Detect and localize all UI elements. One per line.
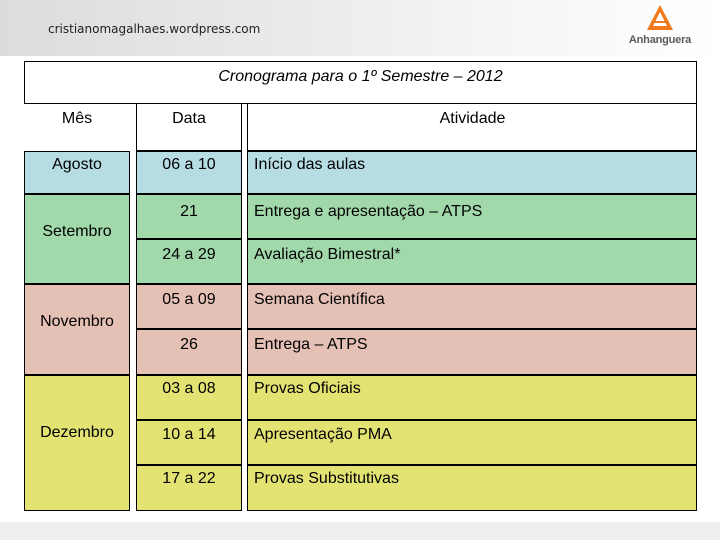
- date-cell: [136, 465, 242, 511]
- activity-text: Entrega – ATPS: [254, 336, 368, 353]
- month-cell-setembro: [24, 194, 130, 284]
- date-text: 21: [180, 203, 198, 220]
- date-text: 24 a 29: [162, 246, 216, 263]
- activity-text: Provas Substitutivas: [254, 470, 399, 487]
- activity-cell: [247, 194, 697, 239]
- date-cell: [136, 420, 242, 465]
- date-text: 03 a 08: [162, 380, 216, 397]
- anhanguera-logo-icon: [646, 4, 674, 32]
- month-agosto: Agosto: [52, 156, 102, 173]
- site-url: cristianomagalhaes.wordpress.com: [48, 22, 261, 36]
- date-cell: [136, 194, 242, 239]
- activity-cell: [247, 284, 697, 329]
- date-text: 05 a 09: [162, 291, 216, 308]
- activity-cell: [247, 239, 697, 284]
- table-title: Cronograma para o 1º Semestre – 2012: [218, 68, 503, 85]
- date-cell: [136, 151, 242, 194]
- activity-text: Entrega e apresentação – ATPS: [254, 203, 483, 220]
- activity-text: Apresentação PMA: [254, 426, 392, 443]
- month-cell-novembro: [24, 284, 130, 375]
- date-text: 17 a 22: [162, 470, 216, 487]
- footer-bar: [0, 522, 720, 540]
- activity-cell: [247, 375, 697, 420]
- month-cell-dezembro: [24, 375, 130, 511]
- activity-cell: [247, 151, 697, 194]
- header-activity: Atividade: [439, 110, 506, 127]
- date-cell: [136, 329, 242, 375]
- date-text: 26: [180, 336, 198, 353]
- month-cell-agosto: [24, 151, 130, 194]
- date-cell: [136, 284, 242, 329]
- anhanguera-logo: [616, 4, 704, 48]
- month-setembro: Setembro: [42, 223, 112, 240]
- activity-cell: [247, 420, 697, 465]
- activity-text: Início das aulas: [254, 156, 366, 173]
- header-activity-cell: [247, 104, 697, 151]
- table-title-box: [24, 61, 697, 104]
- date-text: 06 a 10: [162, 156, 216, 173]
- date-cell: [136, 375, 242, 420]
- activity-text: Provas Oficiais: [254, 380, 361, 397]
- logo-text: Anhanguera: [628, 34, 692, 46]
- date-cell: [136, 239, 242, 284]
- header-bar: [0, 0, 720, 56]
- activity-cell: [247, 465, 697, 511]
- activity-cell: [247, 329, 697, 375]
- month-dezembro: Dezembro: [40, 424, 114, 441]
- date-text: 10 a 14: [162, 426, 216, 443]
- header-month: Mês: [61, 110, 93, 127]
- header-date: Data: [172, 110, 206, 127]
- header-date-cell: [136, 104, 242, 151]
- month-novembro: Novembro: [40, 313, 114, 330]
- activity-text: Avaliação Bimestral*: [254, 246, 401, 263]
- activity-text: Semana Científica: [254, 291, 385, 308]
